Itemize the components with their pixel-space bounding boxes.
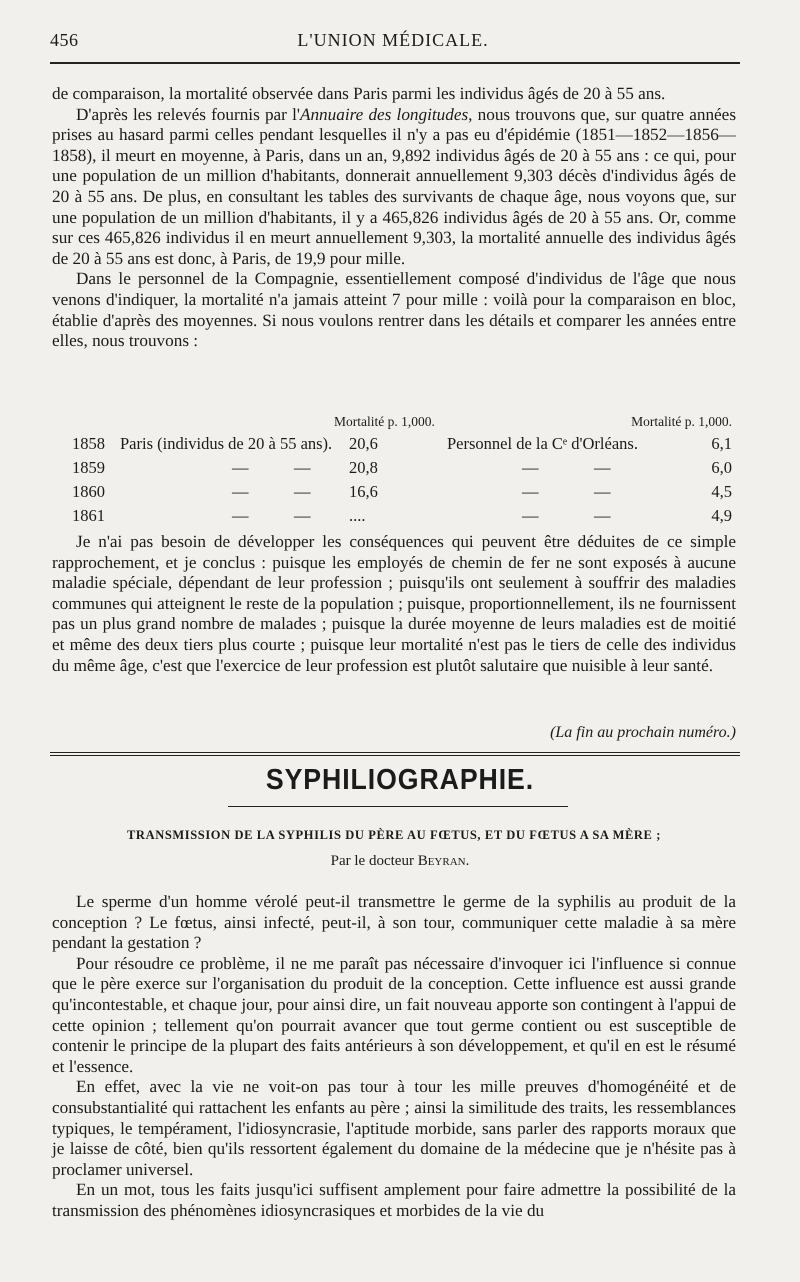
row-value-left: .... xyxy=(349,506,366,525)
row-ditto: — xyxy=(594,506,611,525)
table-row xyxy=(72,506,736,530)
row-label-right: Personnel de la Cᵉ d'Orléans. xyxy=(447,434,638,453)
row-ditto: — xyxy=(522,506,539,525)
paragraph-1: de comparaison, la mortalité observée dans Paris parmi les individus âgés de 20 à 55 ans. xyxy=(52,84,666,103)
paragraph-4: Je n'ai pas besoin de développer les conséquences qui peuvent être déduites de ce simple rapprochement, et je conclus : puisque les employés de chemin de fer ne sont exposés à aucune maladie spéciale, dépendant de leur profession ; puisqu'ils ont seulement à souffrir des maladies communes qui atteignent le reste de la population ; puisque, proportionnellement, ils ne fournissent pas un plus grand nombre de malades ; puisque la durée moyenne de leurs maladies est de moitié et même des deux tiers plus courte ; puisque leur mortalité n'est pas le tiers de celle des individus du même âge, c'est que l'exercice de leur profession est plutôt salutaire que nuisible à leur santé. xyxy=(52,532,736,675)
title-underline xyxy=(228,806,568,807)
header-mortality-left: Mortalité p. 1,000. xyxy=(334,414,435,429)
syphilis-article xyxy=(52,892,736,1222)
row-value-right: 6,0 xyxy=(711,458,732,477)
mortality-table-header xyxy=(72,414,736,434)
row-year: 1860 xyxy=(72,482,105,501)
to-be-continued: (La fin au prochain numéro.) xyxy=(550,724,736,741)
header-rule xyxy=(50,62,740,64)
section-rule-bottom xyxy=(50,755,740,756)
row-value-left: 16,6 xyxy=(349,482,378,501)
article-subtitle: TRANSMISSION DE LA SYPHILIS DU PÈRE AU FŒTUS, ET DU FŒTUS A SA MÈRE ; xyxy=(127,828,661,842)
journal-title: L'UNION MÉDICALE. xyxy=(297,30,489,50)
row-label-left: Paris (individus de 20 à 55 ans). xyxy=(120,434,333,453)
row-year: 1861 xyxy=(72,506,105,525)
author-name: Beyran. xyxy=(417,853,470,869)
page-header xyxy=(50,30,736,51)
section-title: SYPHILIOGRAPHIE. xyxy=(265,764,535,796)
paragraph-2-end: , nous trouvons que, sur quatre années prises au hasard parmi celles pendant lesquelles il n'y a pas eu d'épidémie (1851—1852—1856—1858), il meurt en moyenne, à Paris, dans un an, 9,892 individus âgés de 20 à 55 ans : ce qui, pour une population de un million d'habitants, donnerait annuellement 9,303 décès d'individus âgés de 20 à 55 ans. De plus, en consultant les tables des survivants de chaque âge, nous voyons que, sur une population de un million d'habitants, il y a 465,826 individus âgés de 20 à 55 ans. Or, comme sur ces 465,826 individus il en meurt annuellement 9,303, la mortalité annuelle des individus âgés de 20 à 55 ans est donc, à Paris, de 19,9 pour mille. xyxy=(52,104,737,268)
row-ditto: — xyxy=(232,458,249,477)
paragraph-a3: En effet, avec la vie ne voit-on pas tour à tour les mille preuves d'homogénéité et de consubstantialité qui rattachent les enfants au père ; ainsi la similitude des traits, les ressemblances typiques, le tempérament, l'idiosyncrasie, l'aptitude morbide, sans parler des rapports moraux que je laisse de côté, bien qu'ils ressortent également du domaine de la médecine que je n'hésite pas à proclamer universel. xyxy=(52,1077,736,1179)
table-row xyxy=(72,458,736,482)
paragraph-3: Dans le personnel de la Compagnie, essentiellement composé d'individus de l'âge que nous venons d'indiquer, la mortalité n'a jamais atteint 7 pour mille : voilà pour la comparaison en bloc, établie d'après des moyennes. Si nous voulons rentrer dans les détails et comparer les années entre elles, nous trouvons : xyxy=(52,269,736,351)
paragraph-a4: En un mot, tous les faits jusqu'ici suffisent amplement pour faire admettre la possibilité de la transmission des phénomènes idiosyncrasiques et morbides de la vie du xyxy=(52,1180,736,1220)
row-ditto: — xyxy=(232,482,249,501)
author-line xyxy=(0,853,800,870)
row-ditto: — xyxy=(294,458,311,477)
row-value-right: 4,5 xyxy=(711,482,732,501)
paragraph-a2: Pour résoudre ce problème, il ne me paraît pas nécessaire d'invoquer ici l'influence si connue que le père exerce sur l'organisation du produit de la conception. Cette influence est aussi grande qu'incontestable, et chaque jour, pour ainsi dire, un fait nouveau apporte son contingent à l'appui de cette opinion ; tellement qu'on pourrait avancer que tout germe contient ou est susceptible de contenir le principe de la plupart des faits antérieurs à son développement, et qu'il en est le résumé et l'essence. xyxy=(52,953,736,1076)
table-row xyxy=(72,434,736,458)
conclusion xyxy=(52,532,736,676)
paragraph-a1: Le sperme d'un homme vérolé peut-il transmettre le germe de la syphilis au produit de la conception ? Le fœtus, ainsi infecté, peut-il, à son tour, communiquer cette maladie à sa mère pendant la gestation ? xyxy=(52,892,736,953)
paragraph-2-start: D'après les relevés fournis par l' xyxy=(76,104,300,124)
section-rule-top xyxy=(50,752,740,753)
row-ditto: — xyxy=(594,482,611,501)
paragraph-2 xyxy=(52,105,736,270)
header-mortality-right: Mortalité p. 1,000. xyxy=(631,414,732,429)
row-ditto: — xyxy=(294,506,311,525)
article-continuation xyxy=(52,84,736,352)
author-prefix: Par le docteur xyxy=(330,853,418,869)
row-ditto: — xyxy=(594,458,611,477)
row-ditto: — xyxy=(522,482,539,501)
row-value-left: 20,8 xyxy=(349,458,378,477)
row-value-right: 4,9 xyxy=(711,506,732,525)
table-row xyxy=(72,482,736,506)
row-ditto: — xyxy=(232,506,249,525)
row-value-left: 20,6 xyxy=(349,434,378,453)
mortality-table xyxy=(72,414,736,530)
page-number: 456 xyxy=(50,30,79,50)
row-ditto: — xyxy=(522,458,539,477)
annuaire-title: Annuaire des longitudes xyxy=(299,104,469,124)
row-value-right: 6,1 xyxy=(711,434,732,453)
row-year: 1859 xyxy=(72,458,105,477)
row-ditto: — xyxy=(294,482,311,501)
row-year: 1858 xyxy=(72,434,105,453)
